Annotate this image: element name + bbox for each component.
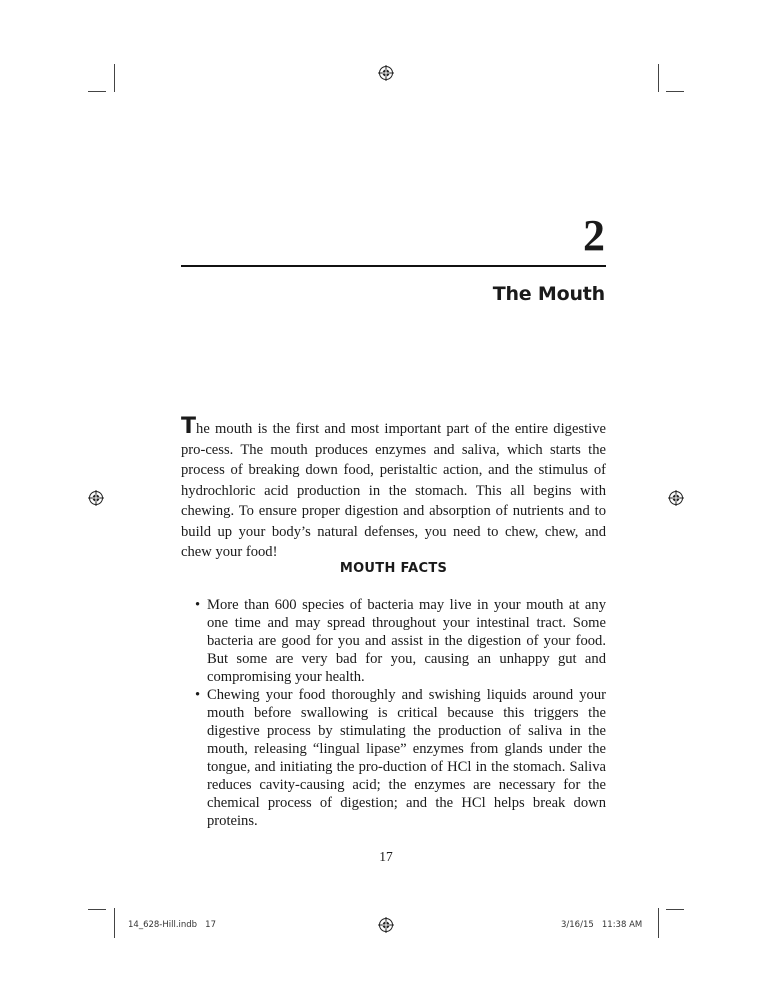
facts-list: [193, 596, 606, 830]
crop-mark-bottom-right-vertical: [658, 908, 659, 938]
registration-mark-icon: [88, 490, 104, 506]
crop-mark-top-right-horizontal: [666, 91, 684, 92]
drop-cap: T: [181, 414, 197, 439]
intro-paragraph: [181, 416, 606, 563]
slug-datetime: 3/16/15 11:38 AM: [561, 920, 643, 930]
list-item-text: Chewing your food thoroughly and swishing liquids around your mouth before swallowing is critical because this triggers the digestive process by stimulating the production of saliva in the mouth, releasing “lingual lipase” enzymes from glands under the tongue, and initiating the pro-duction of HCl in the stomach. Saliva reduces cavity-causing acid; the enzymes are necessary for the chemical process of digestion; and the HCl helps break down proteins.: [207, 687, 606, 829]
list-item-text: More than 600 species of bacteria may live in your mouth at any one time and may spread throughout your intestinal tract. Some bacteria are good for you and assist in the digestion of your food. But some are very bad for you, causing an unhappy gut and compromising your health.: [207, 597, 606, 685]
bullet-icon: •: [195, 597, 201, 613]
registration-mark-icon: [378, 917, 394, 933]
crop-mark-top-right-vertical: [658, 64, 659, 92]
crop-mark-top-left-horizontal: [88, 91, 106, 92]
registration-mark-icon: [378, 65, 394, 81]
crop-mark-bottom-left-horizontal: [88, 909, 106, 910]
chapter-divider: [181, 265, 606, 267]
bullet-icon: •: [195, 687, 201, 703]
slug-filename: 14_628-Hill.indb 17: [128, 920, 216, 930]
crop-mark-bottom-right-horizontal: [666, 909, 684, 910]
registration-mark-icon: [668, 490, 684, 506]
page-number: 17: [379, 849, 393, 864]
intro-text: he mouth is the first and most important part of the entire digestive pro-cess. The mouth produces enzymes and saliva, which starts the process of breaking down food, peristaltic action, and the stimulus of hydrochloric acid production in the stomach. This all begins with chewing. To ensure proper digestion and absorption of nutrients and to build up your body’s natural defenses, you need to chew, chew, and chew your food!: [181, 421, 606, 560]
crop-mark-bottom-left-vertical: [114, 908, 115, 938]
chapter-number: 2: [583, 211, 605, 260]
crop-mark-top-left-vertical: [114, 64, 115, 92]
section-heading: MOUTH FACTS: [339, 561, 448, 576]
chapter-title: The Mouth: [492, 283, 605, 305]
list-item: [193, 686, 606, 830]
list-item: [193, 596, 606, 686]
